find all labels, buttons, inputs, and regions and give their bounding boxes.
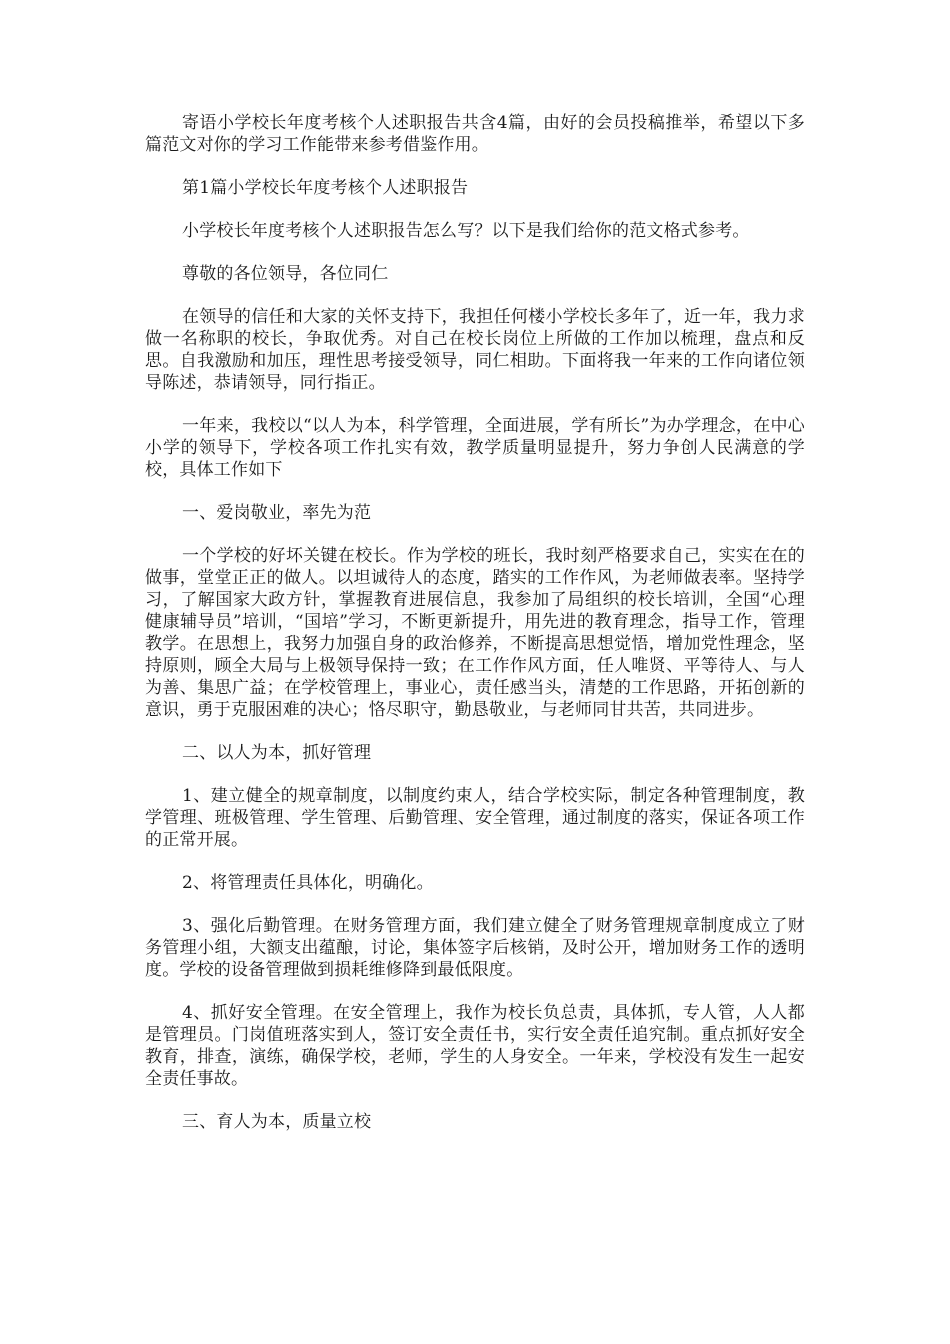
list-item: 2、将管理责任具体化，明确化。	[182, 873, 434, 893]
lead-paragraph: 小学校长年度考核个人述职报告怎么写？以下是我们给你的范文格式参考。	[182, 221, 750, 241]
list-item: 1、建立健全的规章制度，以制度约束人，结合学校实际，制定各种管理制度，教学管理、班极管理、学生管理、后勤管理、安全管理，通过制度的落实，保证各项工作的正常开展。	[145, 786, 805, 850]
body-paragraph: 一个学校的好坏关键在校长。作为学校的班长，我时刻严格要求自己，实实在在的做事，堂堂正正的做人。以坦诚待人的态度，踏实的工作作风，为老师做表率。坚持学习，了解国家大政方针，掌握教育进展信息，我参加了局组织的校长培训，全国“心理健康辅导员”培训，“国培”学习，不断更新提升，用先进的教育理念，指导工作，管理教学。在思想上，我努力加强自身的政治修养，不断提高思想觉悟，增加党性理念，坚持原则，顾全大局与上极领导保持一致；在工作作风方面，任人唯贤、平等待人、与人为善、集思广益；在学校管理上，事业心，责任感当头，清楚的工作思路，开拓创新的意识，勇于克服困难的决心；恪尽职守，勤恳敬业，与老师同甘共苦，共同进步。	[145, 546, 805, 720]
intro-paragraph: 寄语小学校长年度考核个人述职报告共含4篇，由好的会员投稿推举，希望以下多篇范文对你的学习工作能带来参考借鉴作用。	[145, 113, 805, 155]
document-body	[145, 112, 805, 1154]
body-paragraph: 一年来，我校以“以人为本，科学管理，全面进展，学有所长”为办学理念，在中心小学的领导下，学校各项工作扎实有效，教学质量明显提升，努力争创人民满意的学校，具体工作如下	[145, 416, 805, 480]
salutation: 尊敬的各位领导，各位同仁	[182, 264, 389, 284]
section-heading: 一、爱岗敬业，率先为范	[182, 503, 372, 523]
list-item: 3、强化后勤管理。在财务管理方面，我们建立健全了财务管理规章制度成立了财务管理小组，大额支出蕴酿，讨论，集体签字后核销，及时公开，增加财务工作的透明度。学校的设备管理做到损耗维修降到最低限度。	[145, 916, 805, 980]
list-item: 4、抓好安全管理。在安全管理上，我作为校长负总责，具体抓，专人管，人人都是管理员。门岗值班落实到人，签订安全责任书，实行安全责任追究制。重点抓好安全教育，排查，演练，确保学校，老师，学生的人身安全。一年来，学校没有发生一起安全责任事故。	[145, 1003, 805, 1089]
body-paragraph: 在领导的信任和大家的关怀支持下，我担任何楼小学校长多年了，近一年，我力求做一名称职的校长，争取优秀。对自己在校长岗位上所做的工作加以梳理，盘点和反思。自我激励和加压，理性思考接受领导，同仁相助。下面将我一年来的工作向诸位领导陈述，恭请领导，同行指正。	[145, 307, 805, 393]
section-heading: 三、育人为本，质量立校	[182, 1112, 372, 1132]
article-title: 第1篇小学校长年度考核个人述职报告	[182, 178, 469, 198]
section-heading: 二、以人为本，抓好管理	[182, 743, 372, 763]
